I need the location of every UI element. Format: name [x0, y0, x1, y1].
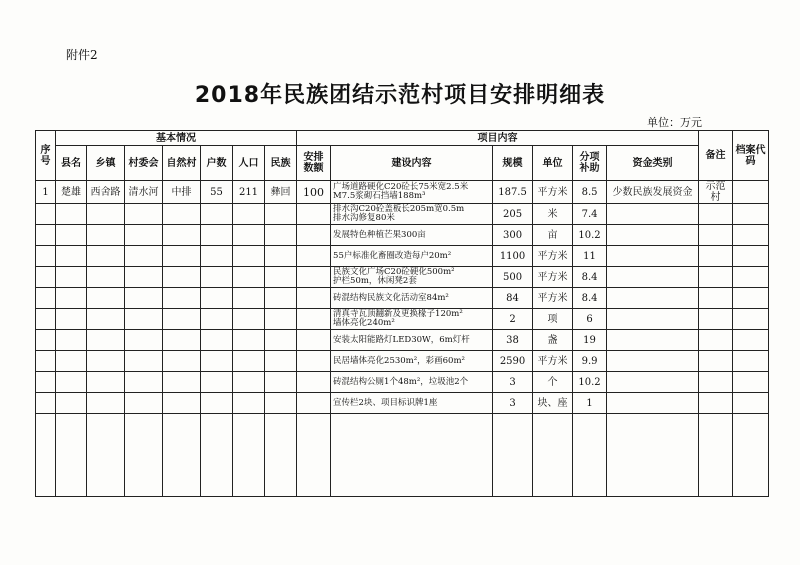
cell-subsidy: 8.4	[573, 267, 607, 288]
empty-cell	[297, 414, 331, 497]
cell-seq	[36, 309, 56, 330]
cell-content: 民居墙体亮化2530m²，彩画60m²	[331, 351, 493, 372]
cell-households	[201, 372, 233, 393]
cell-town	[87, 246, 125, 267]
cell-town: 西舍路	[87, 181, 125, 204]
cell-population	[233, 288, 265, 309]
cell-ethnicity	[265, 330, 297, 351]
header-town: 乡镇	[87, 146, 125, 181]
cell-subsidy: 11	[573, 246, 607, 267]
cell-fund-type: 少数民族发展资金	[607, 181, 699, 204]
cell-natural-village: 中排	[163, 181, 201, 204]
cell-ethnicity	[265, 246, 297, 267]
cell-content: 宣传栏2块、项目标识牌1座	[331, 393, 493, 414]
cell-subsidy: 8.4	[573, 288, 607, 309]
cell-households	[201, 309, 233, 330]
cell-county	[56, 330, 87, 351]
cell-village-committee	[125, 393, 163, 414]
cell-seq	[36, 393, 56, 414]
cell-scale: 187.5	[493, 181, 533, 204]
cell-funds	[297, 225, 331, 246]
cell-unit: 平方米	[533, 351, 573, 372]
cell-funds	[297, 351, 331, 372]
cell-fund-type	[607, 330, 699, 351]
cell-archive-code	[733, 246, 769, 267]
cell-ethnicity	[265, 267, 297, 288]
cell-subsidy: 1	[573, 393, 607, 414]
cell-population	[233, 225, 265, 246]
header-scale: 规模	[493, 146, 533, 181]
cell-remark	[699, 267, 733, 288]
cell-seq	[36, 351, 56, 372]
cell-village-committee	[125, 351, 163, 372]
cell-natural-village	[163, 351, 201, 372]
cell-town	[87, 330, 125, 351]
cell-unit: 平方米	[533, 181, 573, 204]
unit-label: 单位：万元	[647, 116, 702, 129]
table-row	[36, 267, 769, 288]
cell-county	[56, 393, 87, 414]
cell-archive-code	[733, 181, 769, 204]
cell-archive-code	[733, 330, 769, 351]
table-row	[36, 330, 769, 351]
cell-natural-village	[163, 288, 201, 309]
header-population: 人口	[233, 146, 265, 181]
cell-town	[87, 393, 125, 414]
cell-scale: 300	[493, 225, 533, 246]
header-construction: 建设内容	[331, 146, 493, 181]
cell-town	[87, 267, 125, 288]
cell-archive-code	[733, 372, 769, 393]
cell-ethnicity	[265, 372, 297, 393]
cell-ethnicity	[265, 309, 297, 330]
cell-archive-code	[733, 225, 769, 246]
project-table	[35, 130, 769, 497]
cell-ethnicity	[265, 225, 297, 246]
cell-scale: 38	[493, 330, 533, 351]
cell-funds	[297, 246, 331, 267]
cell-fund-type	[607, 351, 699, 372]
cell-town	[87, 309, 125, 330]
cell-fund-type	[607, 204, 699, 225]
cell-content: 广场道路硬化C20砼长75米宽2.5米 M7.5浆砌石挡墙188m³	[331, 181, 493, 204]
cell-households	[201, 225, 233, 246]
cell-village-committee	[125, 330, 163, 351]
empty-cell	[733, 414, 769, 497]
cell-village-committee	[125, 246, 163, 267]
cell-population	[233, 204, 265, 225]
cell-natural-village	[163, 372, 201, 393]
header-county: 县名	[56, 146, 87, 181]
cell-village-committee	[125, 225, 163, 246]
cell-content: 安装太阳能路灯LED30W，6m灯杆	[331, 330, 493, 351]
cell-village-committee: 清水河	[125, 181, 163, 204]
cell-households	[201, 204, 233, 225]
header-ethnicity: 民族	[265, 146, 297, 181]
cell-funds	[297, 204, 331, 225]
cell-town	[87, 288, 125, 309]
cell-households	[201, 246, 233, 267]
cell-scale: 2590	[493, 351, 533, 372]
table-row	[36, 246, 769, 267]
cell-county	[56, 288, 87, 309]
empty-cell	[201, 414, 233, 497]
cell-unit: 平方米	[533, 288, 573, 309]
cell-seq: 1	[36, 181, 56, 204]
cell-households	[201, 351, 233, 372]
cell-county	[56, 246, 87, 267]
cell-content: 砖混结构民族文化活动室84m²	[331, 288, 493, 309]
header-village-committee: 村委会	[125, 146, 163, 181]
empty-cell	[699, 414, 733, 497]
cell-fund-type	[607, 372, 699, 393]
cell-unit: 平方米	[533, 267, 573, 288]
cell-town	[87, 204, 125, 225]
cell-natural-village	[163, 225, 201, 246]
cell-unit: 亩	[533, 225, 573, 246]
cell-fund-type	[607, 246, 699, 267]
header-households: 户数	[201, 146, 233, 181]
cell-scale: 500	[493, 267, 533, 288]
header-remark: 备注	[699, 131, 733, 181]
cell-scale: 3	[493, 393, 533, 414]
cell-natural-village	[163, 309, 201, 330]
cell-subsidy: 7.4	[573, 204, 607, 225]
table-row	[36, 204, 769, 225]
cell-seq	[36, 204, 56, 225]
cell-ethnicity	[265, 351, 297, 372]
cell-funds	[297, 393, 331, 414]
empty-cell	[493, 414, 533, 497]
cell-remark	[699, 372, 733, 393]
cell-population	[233, 372, 265, 393]
cell-ethnicity	[265, 204, 297, 225]
header-fund-type: 资金类别	[607, 146, 699, 181]
cell-village-committee	[125, 309, 163, 330]
cell-content: 发展特色种植芒果300亩	[331, 225, 493, 246]
cell-archive-code	[733, 204, 769, 225]
cell-ethnicity: 彝回	[265, 181, 297, 204]
cell-remark	[699, 288, 733, 309]
cell-unit: 盏	[533, 330, 573, 351]
cell-village-committee	[125, 372, 163, 393]
cell-content: 排水沟C20砼盖板长205m宽0.5m 排水沟修复80米	[331, 204, 493, 225]
cell-content: 民族文化广场C20砼硬化500m² 护栏50m，休闲凳2套	[331, 267, 493, 288]
cell-seq	[36, 267, 56, 288]
empty-cell	[573, 414, 607, 497]
cell-fund-type	[607, 288, 699, 309]
cell-archive-code	[733, 267, 769, 288]
cell-unit: 项	[533, 309, 573, 330]
header-natural-village: 自然村	[163, 146, 201, 181]
empty-cell	[163, 414, 201, 497]
cell-archive-code	[733, 351, 769, 372]
cell-funds	[297, 330, 331, 351]
cell-ethnicity	[265, 393, 297, 414]
cell-remark	[699, 309, 733, 330]
cell-remark	[699, 393, 733, 414]
cell-natural-village	[163, 393, 201, 414]
cell-remark	[699, 246, 733, 267]
empty-cell	[56, 414, 87, 497]
table-row	[36, 351, 769, 372]
cell-town	[87, 351, 125, 372]
cell-natural-village	[163, 267, 201, 288]
cell-county	[56, 225, 87, 246]
table-row	[36, 225, 769, 246]
cell-population	[233, 330, 265, 351]
cell-county	[56, 372, 87, 393]
cell-county: 楚雄	[56, 181, 87, 204]
cell-subsidy: 9.9	[573, 351, 607, 372]
header-unit: 单位	[533, 146, 573, 181]
attachment-label: 附件2	[66, 48, 98, 62]
cell-remark	[699, 225, 733, 246]
header-funds-count: 安排数额	[297, 146, 331, 181]
cell-seq	[36, 246, 56, 267]
cell-households: 55	[201, 181, 233, 204]
empty-cell	[331, 414, 493, 497]
cell-archive-code	[733, 288, 769, 309]
empty-cell	[125, 414, 163, 497]
cell-seq	[36, 372, 56, 393]
cell-county	[56, 351, 87, 372]
cell-archive-code	[733, 393, 769, 414]
cell-remark	[699, 330, 733, 351]
header-seq: 序号	[36, 131, 56, 181]
cell-population: 211	[233, 181, 265, 204]
cell-seq	[36, 225, 56, 246]
cell-funds	[297, 309, 331, 330]
table-row	[36, 288, 769, 309]
cell-households	[201, 267, 233, 288]
header-subsidy: 分项补助	[573, 146, 607, 181]
header-basic-group: 基本情况	[56, 131, 297, 146]
cell-subsidy: 6	[573, 309, 607, 330]
cell-households	[201, 330, 233, 351]
table-row	[36, 181, 769, 204]
cell-remark	[699, 351, 733, 372]
empty-cell	[87, 414, 125, 497]
empty-cell	[533, 414, 573, 497]
page-title: 2018年民族团结示范村项目安排明细表	[194, 83, 606, 108]
cell-county	[56, 309, 87, 330]
cell-village-committee	[125, 288, 163, 309]
cell-village-committee	[125, 267, 163, 288]
cell-population	[233, 309, 265, 330]
cell-unit: 块、座	[533, 393, 573, 414]
cell-natural-village	[163, 204, 201, 225]
cell-content: 55户标准化畜圈改造每户20m²	[331, 246, 493, 267]
cell-remark	[699, 204, 733, 225]
cell-seq	[36, 330, 56, 351]
cell-fund-type	[607, 393, 699, 414]
header-project-group: 项目内容	[297, 131, 699, 146]
cell-subsidy: 10.2	[573, 225, 607, 246]
cell-fund-type	[607, 267, 699, 288]
empty-cell	[233, 414, 265, 497]
cell-funds	[297, 372, 331, 393]
cell-village-committee	[125, 204, 163, 225]
cell-fund-type	[607, 225, 699, 246]
cell-scale: 84	[493, 288, 533, 309]
cell-town	[87, 372, 125, 393]
empty-cell	[36, 414, 56, 497]
table-row	[36, 372, 769, 393]
cell-population	[233, 393, 265, 414]
cell-county	[56, 267, 87, 288]
table-row-empty	[36, 414, 769, 497]
cell-scale: 1100	[493, 246, 533, 267]
empty-cell	[607, 414, 699, 497]
cell-county	[56, 204, 87, 225]
cell-seq	[36, 288, 56, 309]
cell-archive-code	[733, 309, 769, 330]
cell-remark: 示范村	[699, 181, 733, 204]
cell-households	[201, 393, 233, 414]
cell-population	[233, 246, 265, 267]
cell-scale: 2	[493, 309, 533, 330]
cell-natural-village	[163, 330, 201, 351]
cell-scale: 3	[493, 372, 533, 393]
cell-fund-type	[607, 309, 699, 330]
cell-content: 砖混结构公厕1个48m²，垃圾池2个	[331, 372, 493, 393]
table-row	[36, 393, 769, 414]
cell-town	[87, 225, 125, 246]
cell-unit: 平方米	[533, 246, 573, 267]
cell-scale: 205	[493, 204, 533, 225]
cell-funds	[297, 267, 331, 288]
cell-natural-village	[163, 246, 201, 267]
cell-unit: 米	[533, 204, 573, 225]
cell-content: 清真寺瓦顶翻新及更换椽子120m² 墙体亮化240m²	[331, 309, 493, 330]
cell-funds	[297, 288, 331, 309]
header-archive-code: 档案代码	[733, 131, 769, 181]
cell-population	[233, 351, 265, 372]
cell-unit: 个	[533, 372, 573, 393]
cell-subsidy: 10.2	[573, 372, 607, 393]
table-row	[36, 309, 769, 330]
cell-funds: 100	[297, 181, 331, 204]
empty-cell	[265, 414, 297, 497]
cell-subsidy: 19	[573, 330, 607, 351]
cell-ethnicity	[265, 288, 297, 309]
cell-subsidy: 8.5	[573, 181, 607, 204]
cell-households	[201, 288, 233, 309]
cell-population	[233, 267, 265, 288]
